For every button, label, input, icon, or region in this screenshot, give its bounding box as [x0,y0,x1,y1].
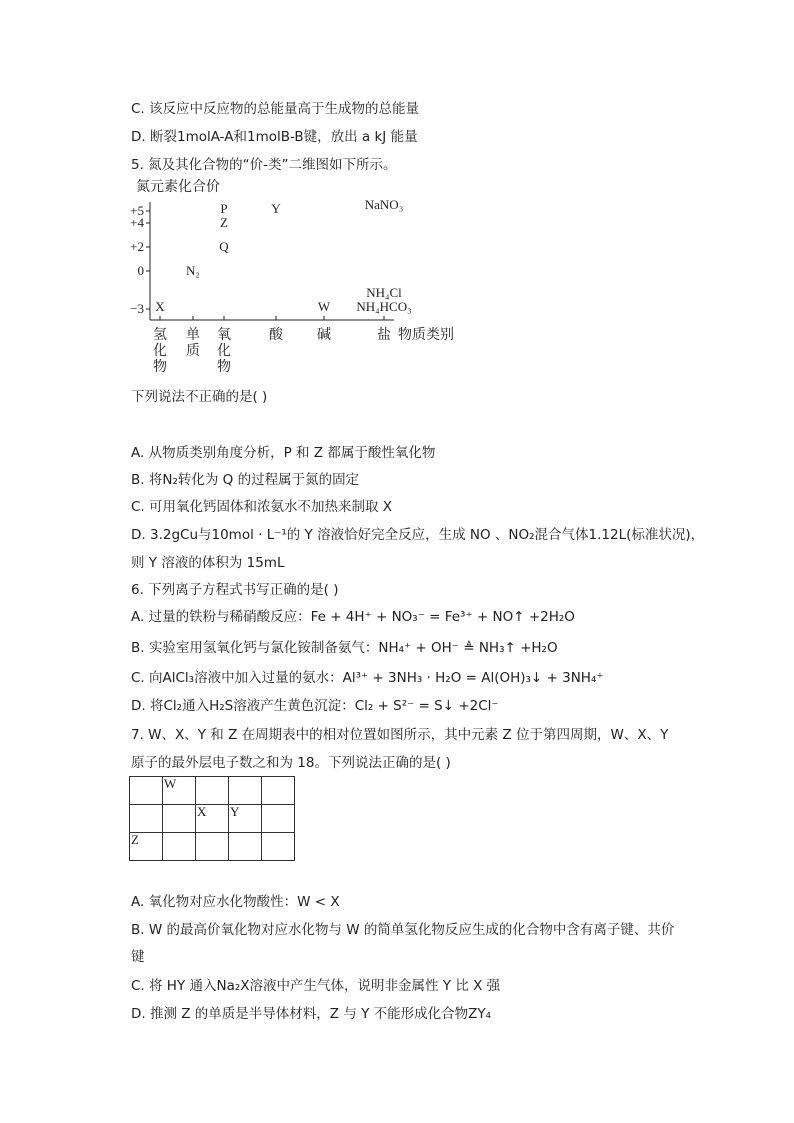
x-category-label: 氧化物 [217,327,231,375]
point-label: Q [219,239,229,254]
q5-title: 5. 氮及其化合物的“价-类”二维图如下所示。 [131,157,397,173]
y-tick-label: +4 [130,215,144,230]
table-cell [130,777,163,805]
table-cell: W [163,777,196,805]
q4-option-d: D. 断裂1molA-A和1molB-B键，放出 a kJ 能量 [131,129,418,145]
table-row [130,833,295,861]
point-label: Z [220,215,228,230]
periodic-position-table [129,776,295,861]
q5-option-a: A. 从物质类别角度分析，P 和 Z 都属于酸性氧化物 [131,445,436,461]
point-label: NaNO₃ [364,197,404,212]
x-category-label: 碱 [317,327,331,343]
point-label: X [155,299,165,314]
y-tick-label: +2 [130,239,144,254]
table-cell [262,805,295,833]
table-cell [262,777,295,805]
q7-option-c: C. 将 HY 通入Na₂X溶液中产生气体，说明非金属性 Y 比 X 强 [131,978,501,994]
point-label: Y [271,201,281,216]
q7-title: 7. W、X、Y 和 Z 在周期表中的相对位置如图所示，其中元素 Z 位于第四周期，W、X、Y [131,727,669,743]
q5-option-b: B. 将N₂转化为 Q 的过程属于氮的固定 [131,472,360,488]
q6-option-a: A. 过量的铁粉与稀硝酸反应：Fe + 4H⁺ + NO₃⁻ = Fe³⁺ + NO↑ +2H₂O [131,609,575,625]
q7-option-a: A. 氧化物对应水化物酸性：W < X [131,894,340,910]
q7-title-line2: 原子的最外层电子数之和为 18。下列说法正确的是( ) [131,755,451,771]
table-cell: X [196,805,229,833]
table-cell [229,833,262,861]
q6-option-d: D. 将Cl₂通入H₂S溶液产生黄色沉淀：Cl₂ + S²⁻ = S↓ +2Cl⁻ [131,698,499,714]
table-cell: Z [130,833,163,861]
q7-option-b-line1: B. W 的最高价氧化物对应水化物与 W 的简单氢化物反应生成的化合物中含有离子键、共价 [131,922,675,938]
table-cell [196,777,229,805]
q7-option-b-line2: 键 [131,949,145,965]
chart-ylabel: 氮元素化合价 [136,179,220,195]
q5-option-d-line1: D. 3.2gCu与10mol · L⁻¹的 Y 溶液恰好完全反应，生成 NO 、NO₂混合气体1.12L(标准状况)， [131,527,705,543]
q5-option-c: C. 可用氧化钙固体和浓氨水不加热来制取 X [131,499,393,515]
q5-prompt: 下列说法不正确的是( ) [131,389,268,405]
point-label: W [317,299,331,314]
valence-class-chart [126,174,466,379]
table-cell [196,833,229,861]
q6-option-c: C. 向AlCl₃溶液中加入过量的氨水：Al³⁺ + 3NH₃ · H₂O = Al(OH)₃↓ + 3NH₄⁺ [131,670,604,686]
x-category-label: 氢化物 [153,327,167,375]
table-row [130,777,295,805]
table-cell [229,777,262,805]
q7-option-d: D. 推测 Z 的单质是半导体材料，Z 与 Y 不能形成化合物ZY₄ [131,1006,492,1022]
table-cell [163,805,196,833]
point-label: NH₄Cl [366,285,402,300]
point-label: N₂ [186,263,200,278]
q6-option-b: B. 实验室用氢氧化钙与氯化铵制备氨气：NH₄⁺ + OH⁻ ≜ NH₃↑ +H₂O [131,640,558,656]
y-tick-label: 0 [137,263,144,278]
table-cell [163,833,196,861]
x-category-label: 酸 [269,327,283,343]
q5-option-d-line2: 则 Y 溶液的体积为 15mL [131,555,285,571]
x-category-label: 单质 [186,327,200,359]
q4-option-c: C. 该反应中反应物的总能量高于生成物的总能量 [131,101,420,117]
y-tick-label: +5 [130,203,144,218]
table-cell [262,833,295,861]
table-cell [130,805,163,833]
q6-title: 6. 下列离子方程式书写正确的是( ) [131,582,339,598]
chart-xlabel: 物质类别 [398,327,454,343]
point-label: NH₄HCO₃ [356,299,412,314]
y-tick-label: −3 [130,301,144,316]
x-category-label: 盐 [377,327,391,343]
table-row [130,805,295,833]
table-cell: Y [229,805,262,833]
point-label: P [220,201,228,216]
